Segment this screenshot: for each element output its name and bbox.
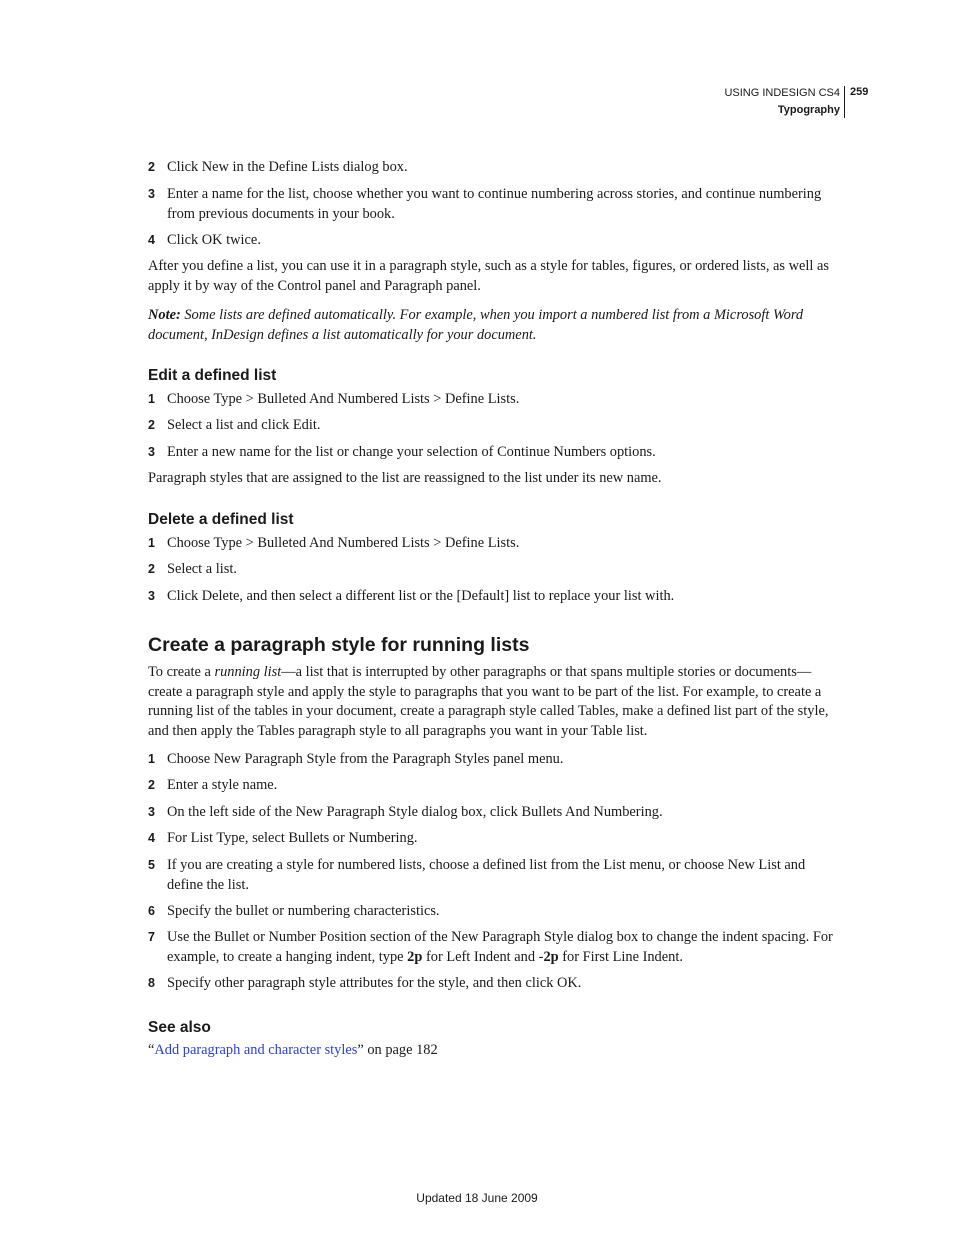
running-header-title: USING INDESIGN CS4 (724, 87, 840, 99)
list-item (148, 390, 840, 410)
see-also-reference (148, 1041, 840, 1061)
section-heading-delete: Delete a defined list (148, 511, 294, 528)
list-item (148, 443, 840, 463)
step-number: 4 (148, 233, 155, 247)
list-item (148, 928, 840, 968)
step-number: 2 (148, 562, 155, 576)
note-text: Some lists are defined automatically. For example, when you import a numbered list from a Microsoft Word document, InDesign defines a list automatically for your document. (148, 307, 804, 343)
intro-text: To create a (148, 664, 215, 680)
step-text-part: for First Line Indent. (558, 948, 683, 965)
step-number: 2 (148, 418, 155, 432)
step-text: Click New in the Define Lists dialog box. (167, 159, 408, 175)
step-number: 2 (148, 160, 155, 174)
step-text: Select a list. (167, 561, 237, 577)
step-number: 1 (148, 536, 155, 550)
cross-reference-link[interactable]: Add paragraph and character styles (154, 1042, 358, 1058)
step-text: If you are creating a style for numbered lists, choose a defined list from the List menu, or choose New List and define the list. (167, 857, 806, 893)
step-text: Choose Type > Bulleted And Numbered Lists > Define Lists. (167, 535, 520, 551)
intro-term: running list (214, 664, 282, 680)
step-text: Specify other paragraph style attributes for the style, and then click OK. (167, 975, 582, 991)
step-text: Specify the bullet or numbering characteristics. (167, 903, 440, 919)
list-item (148, 750, 840, 770)
quote-open: “ (148, 1042, 155, 1058)
intro-text: —a list that is interrupted by other paragraphs or that spans multiple stories or documents—create a paragraph style and apply the style to paragraphs that you want to be part of the list. For example, to create a running list of the tables in your document, create a paragraph style called Tables, make a defined list part of the style, and then apply the Tables paragraph style to all paragraphs you want in your Table list. (148, 664, 829, 739)
step-number: 5 (148, 858, 155, 872)
step-text: Enter a new name for the list or change your selection of Continue Numbers options. (167, 444, 656, 460)
step-number: 4 (148, 831, 155, 845)
step-text: Enter a style name. (167, 777, 278, 793)
list-item (148, 231, 840, 251)
step-text: Click Delete, and then select a different list or the [Default] list to replace your list with. (167, 588, 675, 604)
list-item (148, 560, 840, 580)
step-number: 3 (148, 805, 155, 819)
step-number: 3 (148, 187, 155, 201)
step-text: Enter a name for the list, choose whether you want to continue numbering across stories, and continue numbering from previous documents in your book. (167, 186, 822, 222)
step-value: 2p (407, 948, 423, 965)
step-number: 1 (148, 752, 155, 766)
step-text: For List Type, select Bullets or Numbering. (167, 830, 418, 846)
note-paragraph (148, 306, 840, 345)
step-value: 2p (543, 948, 559, 965)
list-item (148, 158, 840, 178)
list-item (148, 416, 840, 436)
see-also-heading: See also (148, 1019, 211, 1036)
step-number: 6 (148, 904, 155, 918)
list-item (148, 902, 840, 922)
header-divider (844, 86, 845, 118)
step-text: Choose Type > Bulleted And Numbered Lists > Define Lists. (167, 391, 520, 407)
list-item (148, 185, 840, 225)
step-text-part: for Left Indent and - (422, 948, 544, 965)
step-number: 8 (148, 976, 155, 990)
step-text: Choose New Paragraph Style from the Paragraph Styles panel menu. (167, 751, 564, 767)
step-number: 1 (148, 392, 155, 406)
step-text-part: Use the Bullet or Number Position section of the New Paragraph Style dialog box to change the indent spacing. For example, to create a hanging indent, type (167, 929, 833, 965)
body-paragraph (148, 663, 840, 741)
list-item (148, 856, 840, 896)
list-item (148, 776, 840, 796)
section-heading-create: Create a paragraph style for running lists (148, 634, 530, 656)
footer-updated: Updated 18 June 2009 (416, 1191, 538, 1205)
section-heading-edit: Edit a defined list (148, 367, 277, 384)
running-header-section: Typography (777, 104, 840, 116)
list-item (148, 587, 840, 607)
step-text: Select a list and click Edit. (167, 417, 321, 433)
step-text (167, 928, 841, 967)
list-item (148, 829, 840, 849)
body-paragraph: Paragraph styles that are assigned to the list are reassigned to the list under its new name. (148, 470, 662, 486)
step-number: 7 (148, 930, 155, 944)
note-label: Note: (148, 307, 181, 323)
step-number: 3 (148, 445, 155, 459)
list-item (148, 803, 840, 823)
step-number: 3 (148, 589, 155, 603)
step-text: Click OK twice. (167, 232, 261, 248)
body-paragraph: After you define a list, you can use it in a paragraph style, such as a style for tables, figures, or ordered lists, as well as apply it by way of the Control panel and Paragraph panel. (148, 258, 829, 294)
list-item (148, 974, 840, 994)
page-number: 259 (850, 86, 869, 98)
step-text: On the left side of the New Paragraph Style dialog box, click Bullets And Numbering. (167, 804, 663, 820)
page-reference: ” on page 182 (357, 1042, 438, 1058)
list-item (148, 534, 840, 554)
step-number: 2 (148, 778, 155, 792)
